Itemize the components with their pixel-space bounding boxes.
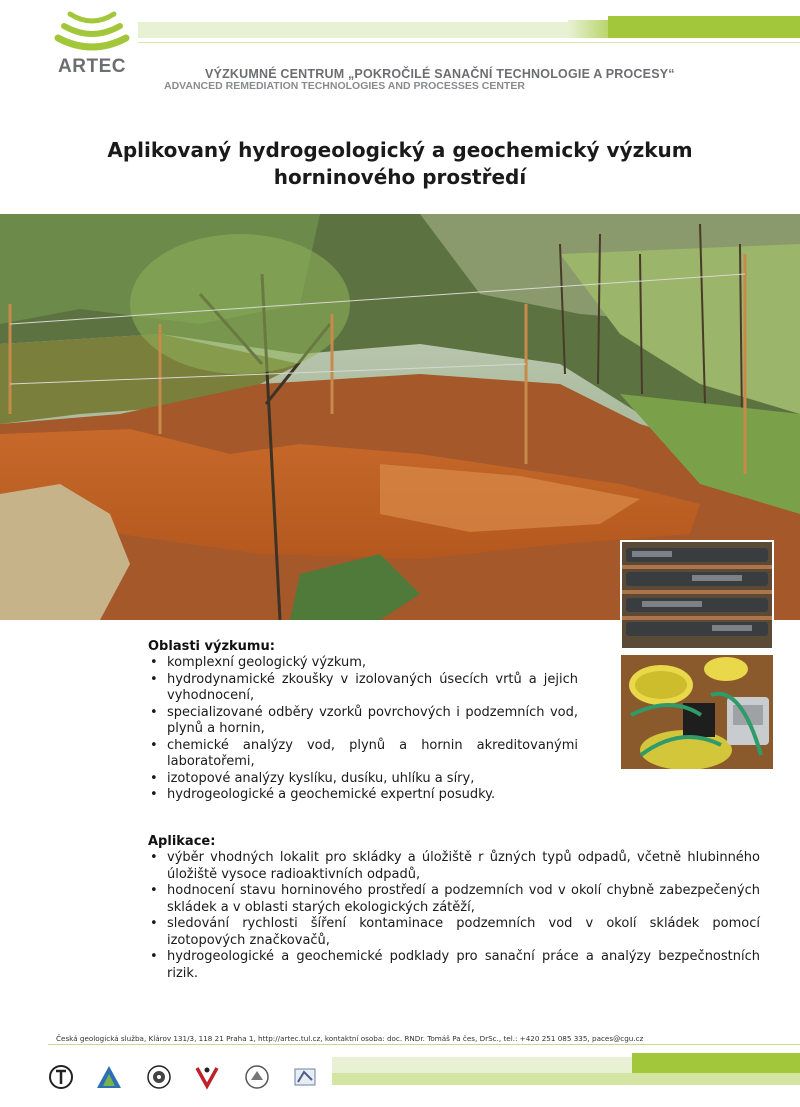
cvut-seal-icon — [146, 1064, 172, 1090]
list-item: • hodnocení stavu horninového prostředí a podzemních vod v okolí chybně zabezpečených skládek a v oblasti starých ekologických zátěží, — [148, 883, 760, 916]
footer-contact: Česká geologická služba, Klárov 131/3, 118 21 Praha 1, http://artec.tul.cz, kontaktní osoba: doc. RNDr. Tomáš Pa čes, DrSc., tel.: +420 251 085 335, paces@cgu.cz — [56, 1034, 644, 1043]
list-item: • komplexní geologický výzkum, — [148, 655, 578, 672]
applications-heading: Aplikace: — [148, 834, 216, 849]
drill-cores-photo — [620, 540, 774, 650]
field-equipment-photo — [620, 654, 774, 770]
center-name-en: ADVANCED REMEDIATION TECHNOLOGIES AND PROCESSES CENTER — [164, 80, 525, 92]
header-divider — [138, 42, 800, 43]
tul-logo-icon — [48, 1064, 74, 1090]
list-item: • specializované odběry vzorků povrchových i podzemních vod, plynů a hornin, — [148, 705, 578, 738]
footer-decor-bar — [332, 1051, 800, 1091]
list-item: • výběr vhodných lokalit pro skládky a úložiště r ůzných typů odpadů, včetně hlubinného úložiště vysoce radioaktivních odpadů, — [148, 850, 760, 883]
applications-list — [148, 850, 760, 982]
artec-arcs-icon — [52, 8, 132, 56]
page-title-line1: Aplikovaný hydrogeologický a geochemický výzkum — [107, 138, 693, 162]
page-title-line2: horninového prostředí — [273, 165, 527, 189]
list-item: • chemické analýzy vod, plynů a hornin akreditovanými laboratořemi, — [148, 738, 578, 771]
header-decor-bar — [138, 16, 800, 42]
footer-divider — [48, 1044, 800, 1045]
partner-seal-icon — [244, 1064, 270, 1090]
logo-text: ARTEC — [58, 56, 126, 77]
artec-logo — [52, 8, 132, 80]
research-heading: Oblasti výzkumu: — [148, 639, 275, 654]
list-item: • sledování rychlosti šíření kontaminace podzemních vod v okolí skládek pomocí izotopových značkovačů, — [148, 916, 760, 949]
list-item: • hydrogeologické a geochemické expertní posudky. — [148, 787, 578, 804]
list-item: • izotopové analýzy kyslíku, dusíku, uhlíku a síry, — [148, 771, 578, 788]
page-title — [0, 137, 800, 191]
center-name-cz: VÝZKUMNÉ CENTRUM „POKROČILÉ SANAČNÍ TECHNOLOGIE A PROCESY“ — [205, 67, 675, 81]
cgs-logo-icon — [96, 1064, 122, 1090]
ujep-logo-icon — [292, 1064, 318, 1090]
list-item: • hydrogeologické a geochemické podklady pro sanační práce a analýzy bezpečnostních rizik. — [148, 949, 760, 982]
research-list — [148, 655, 578, 804]
vscht-logo-icon — [194, 1064, 220, 1090]
list-item: • hydrodynamické zkoušky v izolovaných úsecích vrtů a jejich vyhodnocení, — [148, 672, 578, 705]
